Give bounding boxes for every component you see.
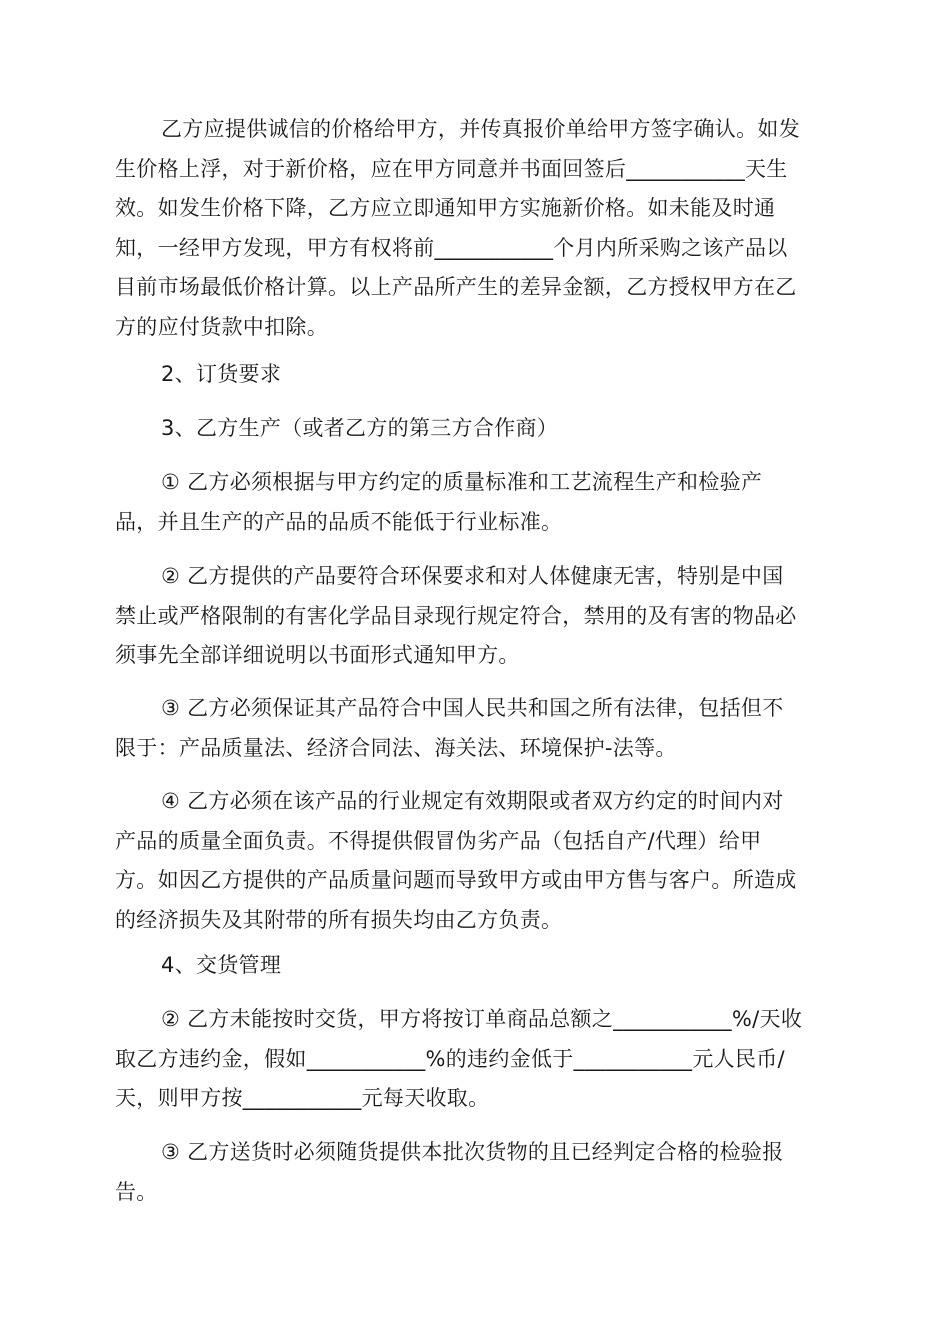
- text-line: ② 乙方提供的产品要符合环保要求和对人体健康无害，特别是中国: [161, 564, 784, 588]
- section-heading-ordering: [115, 355, 835, 395]
- clause-3-legal-compliance: [115, 689, 835, 768]
- heading-text: 3、乙方生产（或者乙方的第三方合作商）: [161, 416, 559, 440]
- text-line: ④ 乙方必须在该产品的行业规定有效期限或者双方约定的时间内对: [161, 789, 784, 813]
- clause-4-quality-responsibility: [115, 782, 835, 940]
- text-line: 知，一经甲方发现，甲方有权将前___________个月内所采购之该产品以: [115, 235, 788, 260]
- text-line: ② 乙方未能按时交货，甲方将按订单商品总额之___________%/天收: [161, 1007, 803, 1031]
- clause-3-inspection-report: [115, 1133, 835, 1212]
- text-line: 生价格上浮，对于新价格，应在甲方同意并书面回签后___________天生: [115, 156, 788, 181]
- text-line: 须事先全部详细说明以书面形式通知甲方。: [115, 643, 520, 667]
- text-line: 禁止或严格限制的有害化学品目录现行规定符合，禁用的及有害的物品必: [115, 603, 797, 628]
- paragraph-price-terms: [115, 110, 835, 347]
- heading-text: 4、交货管理: [161, 953, 282, 977]
- clause-1-quality-standard: [115, 463, 835, 542]
- text-line: 产品的质量全面负责。不得提供假冒伪劣产品（包括自产/代理）给甲: [115, 828, 762, 853]
- section-heading-production: [115, 409, 835, 449]
- text-line: 效。如发生价格下降，乙方应立即通知甲方实施新价格。如未能及时通: [115, 196, 776, 220]
- clause-2-late-delivery: [115, 1000, 835, 1119]
- text-line: 方的应付货款中扣除。: [115, 314, 328, 339]
- text-line: 的经济损失及其附带的所有损失均由乙方负责。: [115, 907, 563, 932]
- text-line: 限于：产品质量法、经济合同法、海关法、环境保护-法等。: [115, 735, 677, 760]
- text-line: ① 乙方必须根据与甲方约定的质量标准和工艺流程生产和检验产: [161, 470, 763, 494]
- text-line: 告。: [115, 1179, 158, 1204]
- clause-2-environmental: [115, 557, 835, 676]
- text-line: 取乙方违约金，假如___________%的违约金低于___________元人民币/: [115, 1046, 785, 1071]
- text-line: ③ 乙方必须保证其产品符合中国人民共和国之所有法律，包括但不: [161, 696, 784, 720]
- text-line: 天，则甲方按___________元每天收取。: [115, 1086, 490, 1110]
- text-line: 品，并且生产的产品的品质不能低于行业标准。: [115, 509, 563, 534]
- text-line: 目前市场最低价格计算。以上产品所产生的差异金额，乙方授权甲方在乙: [115, 275, 797, 299]
- text-line: 方。如因乙方提供的产品质量问题而导致甲方或由甲方售与客户。所造成: [115, 868, 797, 892]
- heading-text: 2、订货要求: [161, 362, 282, 386]
- section-heading-delivery: [115, 946, 835, 986]
- text-line: ③ 乙方送货时必须随货提供本批次货物的且已经判定合格的检验报: [161, 1140, 784, 1164]
- text-line: 乙方应提供诚信的价格给甲方，并传真报价单给甲方签字确认。如发: [161, 117, 800, 141]
